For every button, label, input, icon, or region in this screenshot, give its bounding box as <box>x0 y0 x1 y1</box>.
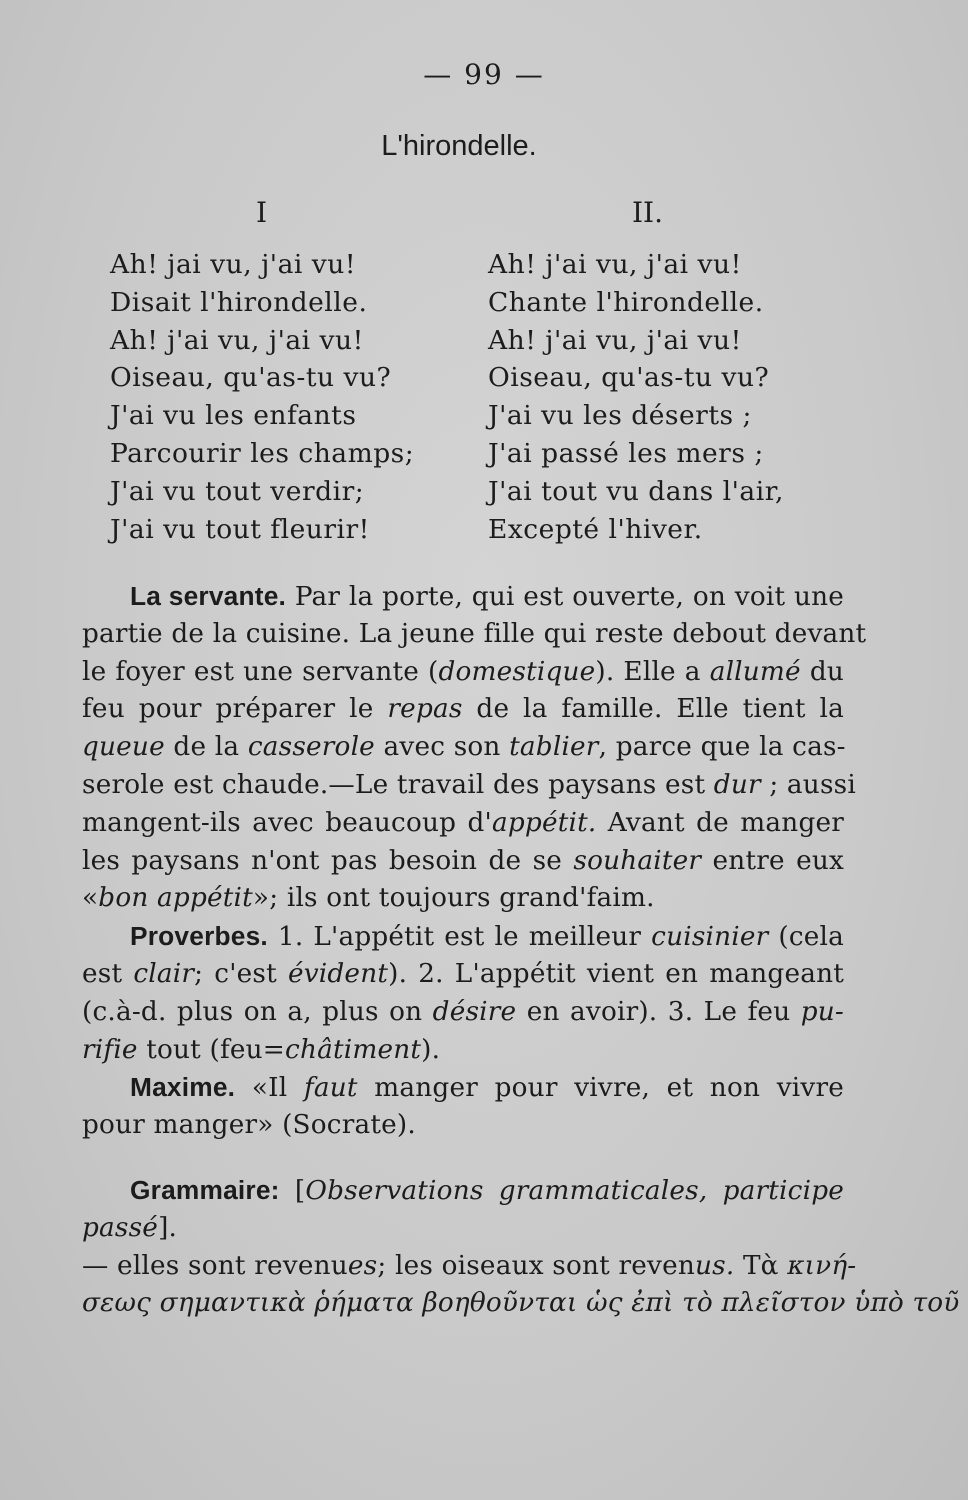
italic-term: repas <box>387 694 463 725</box>
prose-line <box>82 691 844 729</box>
italic-term: cuisinier <box>651 922 769 953</box>
page-number: — 99 — <box>423 58 545 91</box>
italic-term: clair <box>133 958 195 989</box>
prose-line <box>82 805 844 843</box>
italic-term: rifie <box>82 1034 138 1065</box>
verse-line: Ah! j'ai vu, j'ai vu! <box>488 249 742 280</box>
text-run: ; c'est <box>194 958 277 989</box>
stanza-2-numeral: II. <box>632 196 664 229</box>
text-run: serole est chaude.—Le travail des paysans est <box>82 769 706 800</box>
prose-line <box>82 578 844 616</box>
italic-term: pu- <box>800 996 844 1027</box>
prose-line <box>82 1248 857 1286</box>
text-run: »; ils ont toujours grand'faim. <box>252 883 655 914</box>
text-run: tout (feu= <box>146 1034 286 1065</box>
text-run: ; aussi <box>769 769 856 800</box>
text-run: «Il <box>251 1073 288 1104</box>
prose-line: partie de la cuisine. La jeune fille qui reste debout devant <box>82 618 867 649</box>
text-run: avec son <box>383 732 501 763</box>
verse-line: Disait l'hirondelle. <box>110 286 368 318</box>
italic-term: appétit. <box>492 807 597 838</box>
text-run: Par la porte, qui est ouverte, on voit une <box>294 582 844 612</box>
stanza-1-numeral: I <box>256 196 268 229</box>
italic-term: passé <box>82 1212 159 1243</box>
text-run: du <box>809 656 844 687</box>
italic-term: domestique <box>438 656 596 687</box>
italic-term: casserole <box>247 732 375 763</box>
section-heading-grammaire: Grammaire: <box>130 1175 280 1205</box>
italic-term: bon appétit <box>98 883 253 914</box>
verse-line: J'ai tout vu dans l'air, <box>488 475 784 507</box>
verse-line: Chante l'hirondelle. <box>488 286 764 318</box>
verse-line: Parcourir les champs; <box>110 437 415 469</box>
section-heading-proverbes: Proverbes. <box>130 921 268 952</box>
text-run: mangent-ils avec beaucoup d' <box>82 807 492 838</box>
italic-term: queue <box>82 732 165 763</box>
prose-line <box>82 918 844 956</box>
text-run: [ <box>294 1176 306 1206</box>
prose-line <box>82 880 844 918</box>
italic-term: évident <box>287 958 389 989</box>
stanza-1 <box>110 246 414 548</box>
text-run: feu pour préparer le <box>82 694 374 725</box>
italic-term: faut <box>303 1073 358 1104</box>
italic-term: Observations grammaticales, participe <box>305 1176 845 1206</box>
verse-line: Ah! jai vu, j'ai vu! <box>110 249 356 280</box>
verse-line: J'ai vu tout verdir; <box>110 475 365 507</box>
text-run: ]. <box>158 1212 178 1243</box>
italic-term: us. <box>694 1250 735 1281</box>
text-run: — elles sont revenu <box>82 1250 348 1281</box>
verse-line: Ah! j'ai vu, j'ai vu! <box>488 324 742 356</box>
text-run: entre eux <box>712 845 845 876</box>
text-run: le foyer est une servante ( <box>82 656 439 687</box>
text-run: « <box>82 883 99 914</box>
prose-line <box>82 1210 844 1248</box>
greek-text: κινή- <box>787 1250 857 1281</box>
text-run: de la <box>173 732 240 763</box>
text-run: ). 2. L'appétit vient en mangeant <box>388 958 844 989</box>
prose-line <box>82 1285 960 1323</box>
text-run: ; les oiseaux sont reven <box>377 1250 695 1281</box>
text-run: manger pour vivre, et non vivre <box>374 1073 844 1104</box>
prose-line: pour manger» (Socrate). <box>82 1110 416 1141</box>
prose-line <box>82 729 844 767</box>
italic-term: désire <box>432 996 517 1027</box>
prose-line <box>82 956 844 994</box>
text-run: , parce que la cas- <box>598 732 846 763</box>
prose-line <box>82 994 844 1032</box>
section-heading-servante: La servante. <box>130 581 287 611</box>
verse-line: J'ai vu les enfants <box>110 400 357 432</box>
text-run: en avoir). 3. Le feu <box>526 996 791 1027</box>
text-run: de la famille. Elle tient la <box>476 694 844 725</box>
text-run: (c.à-d. plus on a, plus on <box>82 996 423 1027</box>
poem-title: L'hirondelle. <box>381 130 537 162</box>
greek-text: Τὰ <box>742 1250 779 1281</box>
italic-term: souhaiter <box>573 845 702 876</box>
text-run: ). Elle a <box>595 656 701 687</box>
prose-line <box>82 843 844 881</box>
italic-term: es <box>347 1250 378 1281</box>
italic-term: dur <box>713 769 761 800</box>
italic-term: châtiment <box>285 1034 422 1065</box>
prose-line <box>82 654 844 692</box>
verse-line: Excepté l'hiver. <box>488 513 703 545</box>
section-heading-maxime: Maxime. <box>130 1072 236 1103</box>
prose-line <box>82 1172 844 1210</box>
greek-text: σεως σημαντικὰ ῥήματα βοηθοῦνται ὡς ἐπὶ τὸ πλεῖστον ὑπὸ τοῦ <box>82 1288 960 1319</box>
text-run: les paysans n'ont pas besoin de se <box>82 845 563 876</box>
text-run: ). <box>421 1034 441 1065</box>
text-run: (cela <box>778 922 845 953</box>
prose-line <box>82 1069 844 1107</box>
text-run: 1. L'appétit est le meilleur <box>277 922 642 953</box>
stanza-2 <box>488 246 784 548</box>
verse-line: J'ai vu tout fleurir! <box>110 513 370 545</box>
text-run: est <box>82 958 123 989</box>
italic-term: tablier <box>509 732 599 763</box>
italic-term: allumé <box>709 656 801 687</box>
grammaire-section <box>82 1172 960 1323</box>
verse-line: Ah! j'ai vu, j'ai vu! <box>110 324 364 356</box>
servante-section <box>82 578 867 1145</box>
text-run: Avant de manger <box>607 807 845 838</box>
verse-line: J'ai passé les mers ; <box>488 437 764 469</box>
verse-line: Oiseau, qu'as-tu vu? <box>110 362 392 394</box>
verse-line: Oiseau, qu'as-tu vu? <box>488 362 770 394</box>
prose-line <box>82 767 856 805</box>
prose-line <box>82 1032 844 1070</box>
verse-line: J'ai vu les déserts ; <box>488 400 752 432</box>
